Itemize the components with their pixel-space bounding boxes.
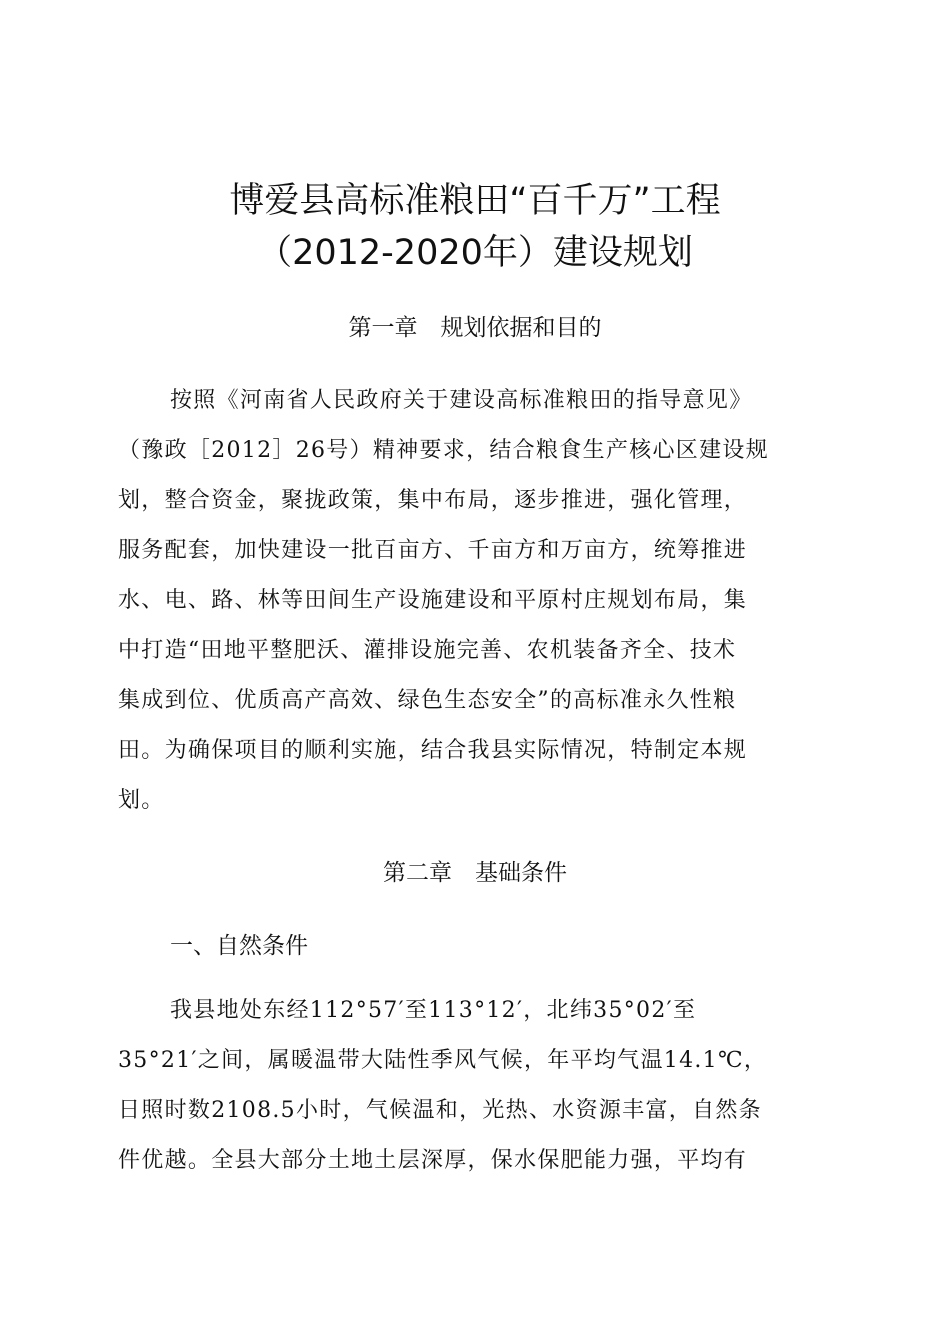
- document-title-line-2: （2012-2020年）建设规划: [257, 233, 693, 273]
- paragraph-line: 服务配套，加快建设一批百亩方、千亩方和万亩方，统筹推进: [118, 538, 748, 563]
- section-1-paragraph: [118, 986, 818, 1186]
- paragraph-line: （豫政［2012］26号）精神要求，结合粮食生产核心区建设规: [118, 438, 769, 463]
- chapter-1-heading: 第一章 规划依据和目的: [348, 315, 602, 341]
- section-1-heading: 一、自然条件: [170, 933, 308, 959]
- document-title-line-1: 博爱县高标准粮田“百千万”工程: [229, 181, 721, 221]
- paragraph-line: 集成到位、优质高产高效、绿色生态安全”的高标准永久性粮: [118, 688, 737, 713]
- paragraph-line: 水、电、路、林等田间生产设施建设和平原村庄规划布局，集: [118, 588, 748, 613]
- paragraph-line: 中打造“田地平整肥沃、灌排设施完善、农机装备齐全、技术: [118, 638, 737, 663]
- chapter-1-paragraph: [118, 376, 818, 826]
- paragraph-line: 田。为确保项目的顺利实施，结合我县实际情况，特制定本规: [118, 738, 748, 763]
- chapter-2-heading: 第二章 基础条件: [383, 860, 567, 886]
- paragraph-line: 我县地处东经112°57′至113°12′，北纬35°02′至: [170, 998, 697, 1023]
- paragraph-line: 按照《河南省人民政府关于建设高标准粮田的指导意见》: [170, 388, 753, 413]
- paragraph-line: 划，整合资金，聚拢政策，集中布局，逐步推进，强化管理，: [118, 488, 748, 513]
- paragraph-line: 件优越。全县大部分土地土层深厚，保水保肥能力强，平均有: [118, 1148, 748, 1173]
- paragraph-line: 日照时数2108.5小时，气候温和，光热、水资源丰富，自然条: [118, 1098, 762, 1123]
- paragraph-line: 35°21′之间，属暖温带大陆性季风气候，年平均气温14.1℃，: [118, 1048, 768, 1073]
- paragraph-line: 划。: [118, 788, 165, 813]
